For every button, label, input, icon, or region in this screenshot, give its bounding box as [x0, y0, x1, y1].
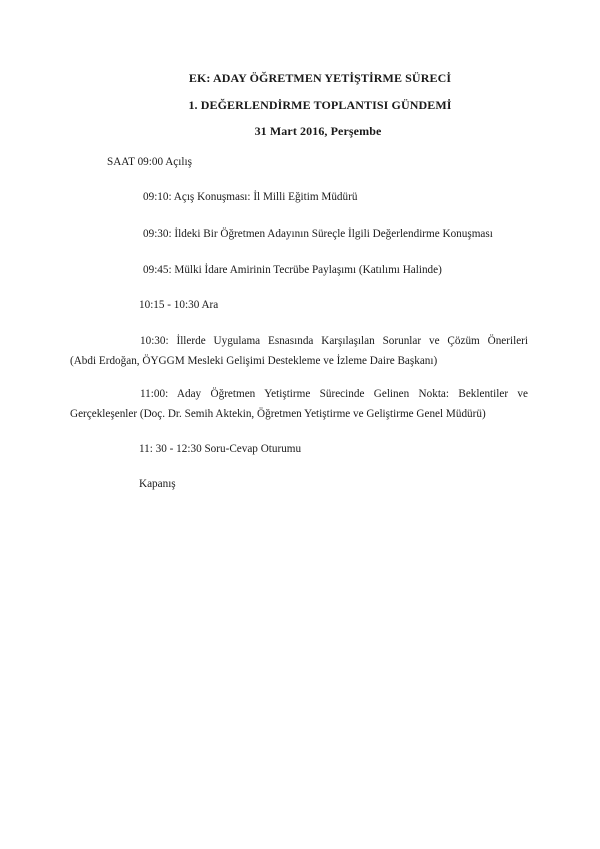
annex-title: EK: ADAY ÖĞRETMEN YETİŞTİRME SÜRECİ: [188, 71, 452, 85]
agenda-item-0910: 09:10: Açış Konuşması: İl Milli Eğitim Müdürü: [143, 191, 358, 203]
meeting-title: 1. DEĞERLENDİRME TOPLANTISI GÜNDEMİ: [188, 98, 452, 112]
agenda-item-1030-line2: (Abdi Erdoğan, ÖYGGM Mesleki Gelişimi Destekleme ve İzleme Daire Başkanı): [70, 355, 438, 367]
agenda-item-1100-line2: Gerçekleşenler (Doç. Dr. Semih Aktekin, Öğretmen Yetiştirme ve Geliştirme Genel Müdürü): [70, 408, 486, 420]
agenda-item-0945: 09:45: Mülki İdare Amirinin Tecrübe Paylaşımı (Katılımı Halinde): [143, 264, 442, 276]
agenda-item-qa-session: 11: 30 - 12:30 Soru-Cevap Oturumu: [139, 443, 302, 455]
agenda-opening: SAAT 09:00 Açılış: [107, 156, 192, 168]
agenda-item-1030: [70, 331, 528, 371]
agenda-item-break: 10:15 - 10:30 Ara: [139, 299, 219, 311]
agenda-item-1100-line1: 11:00: Aday Öğretmen Yetiştirme Sürecinde Gelinen Nokta: Beklentiler ve: [140, 388, 528, 400]
agenda-closing: Kapanış: [139, 478, 176, 490]
agenda-item-0930: 09:30: İldeki Bir Öğretmen Adayının Süreçle İlgili Değerlendirme Konuşması: [143, 228, 493, 240]
meeting-date: 31 Mart 2016, Perşembe: [254, 124, 382, 138]
agenda-item-1100: [70, 384, 528, 424]
agenda-item-1030-line1: 10:30: İllerde Uygulama Esnasında Karşılaşılan Sorunlar ve Çözüm Önerileri: [140, 335, 528, 347]
